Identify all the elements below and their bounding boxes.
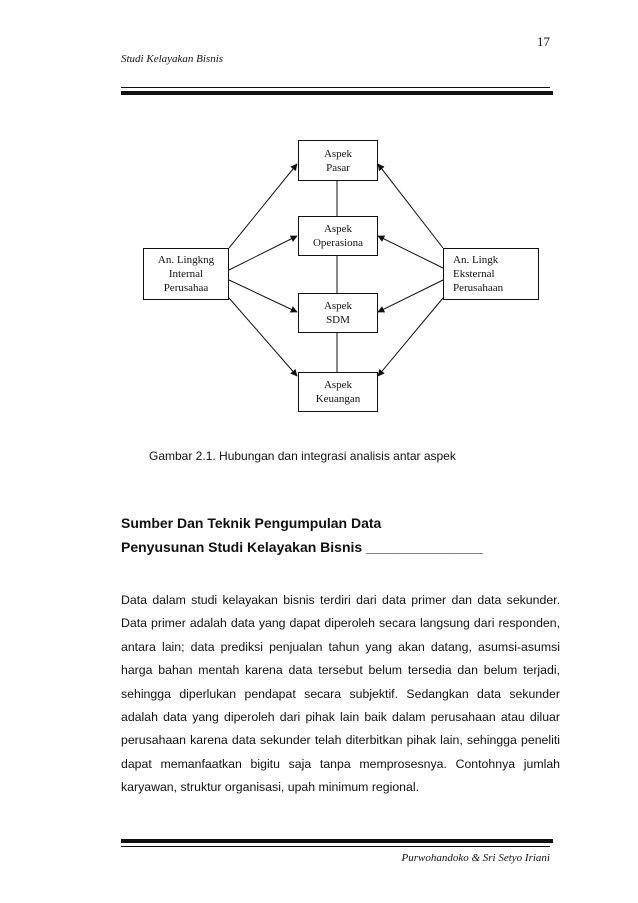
figure-caption: Gambar 2.1. Hubungan dan integrasi analisis antar aspek <box>149 449 456 463</box>
box-internal-environment: An. Lingkng Internal Perusahaa <box>143 248 229 300</box>
page-number: 17 <box>537 34 550 49</box>
arrow-internal-operasional <box>229 236 297 270</box>
footer-rule-thin <box>121 846 550 847</box>
arrow-external-sdm <box>378 280 443 312</box>
arrow-external-pasar <box>378 164 443 248</box>
arrow-internal-pasar <box>229 164 297 248</box>
arrow-external-keuangan <box>378 298 443 376</box>
arrow-internal-keuangan <box>229 298 297 376</box>
box-aspek-keuangan: Aspek Keuangan <box>298 372 378 412</box>
aspect-diagram <box>0 0 638 420</box>
box-aspek-operasional: Aspek Operasiona <box>298 216 378 256</box>
section-heading-line1: Sumber Dan Teknik Pengumpulan Data <box>121 515 382 531</box>
box-aspek-sdm: Aspek SDM <box>298 293 378 333</box>
footer-authors: Purwohandoko & Sri Setyo Iriani <box>401 852 550 864</box>
arrow-internal-sdm <box>229 280 297 312</box>
running-title: Studi Kelayakan Bisnis <box>121 53 224 65</box>
box-aspek-pasar: Aspek Pasar <box>298 140 378 181</box>
body-paragraph: Data dalam studi kelayakan bisnis terdiri dari data primer dan data sekunder. Data primer adalah data yang dapat diperoleh secara langsung dari responden, antara lain; data prediksi penjualan tahun yang akan datang, asumsi-asumsi harga bahan mentah karena data tersebut belum tersedia dan belum terjadi, sehingga diperlukan pendapat secara subjektif. Sedangkan data sekunder adalah data yang diperoleh dari pihak lain baik dalam perusahaan atau diluar perusahaan karena data sekunder telah diterbitkan pihak lain, sehingga peneliti dapat memanfaatkan bigitu saja tanpa memprosesnya. Contohnya jumlah karyawan, struktur organisasi, upah minimum regional. <box>121 593 560 795</box>
footer-rule-thick <box>121 839 553 843</box>
arrow-external-operasional <box>378 236 443 268</box>
diagram-connectors <box>0 0 638 420</box>
section-heading-line2: Penyusunan Studi Kelayakan Bisnis _______________ <box>121 539 483 555</box>
box-external-environment: An. Lingk Eksternal Perusahaan <box>443 248 539 300</box>
